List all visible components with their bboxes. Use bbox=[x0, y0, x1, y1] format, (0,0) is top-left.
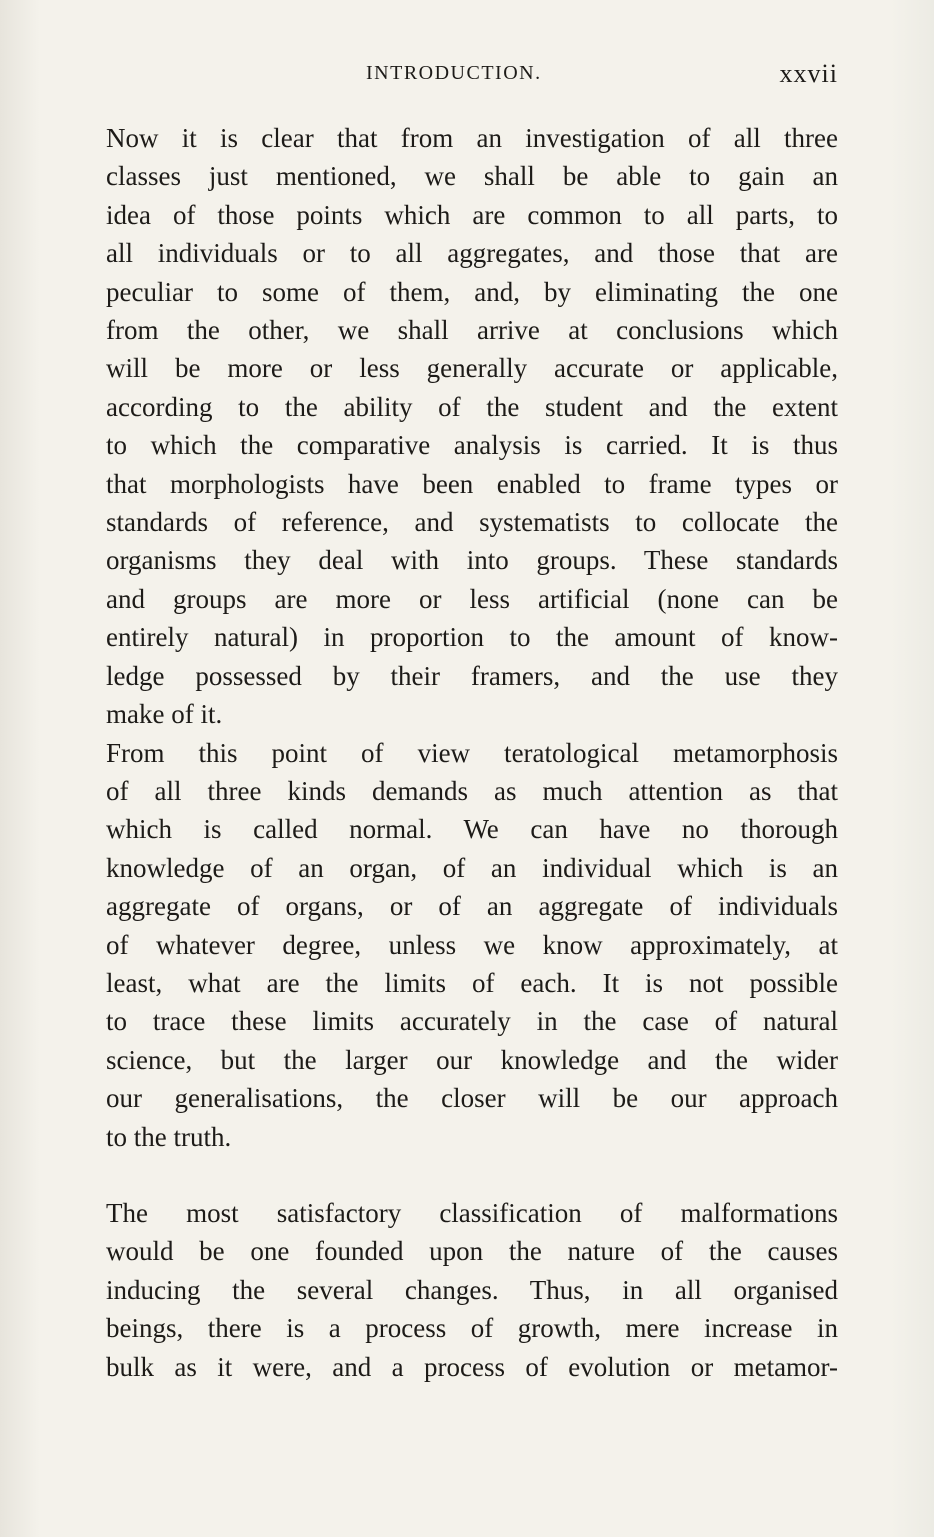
running-head: INTRODUCTION. bbox=[366, 62, 542, 84]
text-line: The most satisfactory classification of malformations bbox=[106, 1197, 838, 1228]
text-line: to which the comparative analysis is carried. It is thus bbox=[106, 430, 838, 461]
page-body bbox=[66, 119, 838, 1386]
paragraph-3 bbox=[66, 1194, 838, 1386]
text-line: all individuals or to all aggregates, and those that are bbox=[106, 238, 838, 269]
text-line: beings, there is a process of growth, mere increase in bbox=[106, 1313, 838, 1344]
text-line: of all three kinds demands as much attention as that bbox=[106, 775, 838, 806]
text-line: to trace these limits accurately in the case of natural bbox=[106, 1006, 838, 1037]
paragraph-2 bbox=[66, 734, 838, 1156]
text-line: that morphologists have been enabled to frame types or bbox=[106, 468, 838, 499]
text-line: peculiar to some of them, and, by eliminating the one bbox=[106, 276, 838, 307]
text-line: will be more or less generally accurate or applicable, bbox=[106, 353, 838, 384]
text-line: From this point of view teratological metamorphosis bbox=[106, 737, 838, 768]
paragraph-1 bbox=[66, 119, 838, 734]
page-number: xxvii bbox=[779, 59, 838, 88]
text-line: standards of reference, and systematists to collocate the bbox=[106, 507, 838, 538]
text-line: aggregate of organs, or of an aggregate of individuals bbox=[106, 891, 838, 922]
text-line: organisms they deal with into groups. These standards bbox=[106, 545, 838, 576]
text-line: of whatever degree, unless we know approximately, at bbox=[106, 929, 838, 960]
text-line: classes just mentioned, we shall be able to gain an bbox=[106, 161, 838, 192]
text-line: make of it. bbox=[106, 699, 223, 730]
text-line: science, but the larger our knowledge and the wider bbox=[106, 1044, 838, 1075]
text-line: idea of those points which are common to all parts, to bbox=[106, 199, 838, 230]
text-line: which is called normal. We can have no thorough bbox=[106, 814, 838, 845]
text-line: knowledge of an organ, of an individual which is an bbox=[106, 852, 838, 883]
text-line: and groups are more or less artificial (none can be bbox=[106, 583, 838, 614]
text-line: from the other, we shall arrive at conclusions which bbox=[106, 315, 838, 346]
text-line: to the truth. bbox=[106, 1121, 232, 1152]
text-line: would be one founded upon the nature of the causes bbox=[106, 1236, 838, 1267]
text-line: inducing the several changes. Thus, in all organised bbox=[106, 1274, 838, 1305]
text-line: our generalisations, the closer will be our approach bbox=[106, 1083, 838, 1114]
text-line: Now it is clear that from an investigation of all three bbox=[106, 123, 838, 153]
page-header bbox=[66, 59, 838, 88]
text-line: ledge possessed by their framers, and the use they bbox=[106, 660, 838, 691]
text-line: least, what are the limits of each. It is not possible bbox=[106, 967, 838, 998]
text-line: bulk as it were, and a process of evolution or metamor- bbox=[106, 1351, 838, 1382]
text-line: according to the ability of the student and the extent bbox=[106, 391, 838, 422]
text-line: entirely natural) in proportion to the amount of know- bbox=[106, 622, 838, 653]
